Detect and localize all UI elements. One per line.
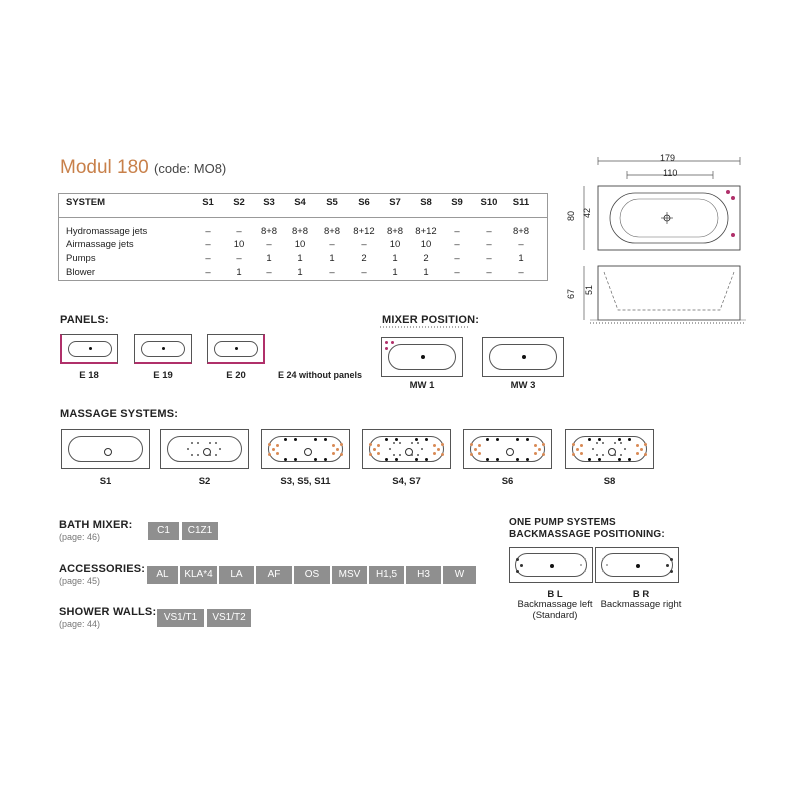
spec-cell: 2 xyxy=(423,253,429,264)
mixer-position-label: MW 3 xyxy=(510,380,536,391)
dim-width: 80 xyxy=(566,210,577,222)
product-code: (code: MO8) xyxy=(154,161,227,176)
back-jet xyxy=(516,558,519,561)
air-jet xyxy=(399,442,401,444)
spec-column-header: S1 xyxy=(202,197,214,208)
hydro-jet xyxy=(636,444,639,447)
spec-row-label: Pumps xyxy=(66,253,96,264)
side-jet xyxy=(486,438,489,441)
spec-row-label: Blower xyxy=(66,267,96,278)
massage-system-thumbnail xyxy=(362,429,451,469)
spec-cell: 10 xyxy=(420,239,432,250)
side-jet xyxy=(598,458,601,461)
tub-side-view-drawing xyxy=(570,258,750,328)
air-jet xyxy=(411,454,413,456)
accessories-page: (page: 45) xyxy=(59,576,101,586)
air-jet xyxy=(620,442,622,444)
back-jet xyxy=(670,558,673,561)
side-jet xyxy=(588,438,591,441)
air-jet xyxy=(602,454,604,456)
spec-cell: 1 xyxy=(329,253,335,264)
massage-system-thumbnail xyxy=(160,429,249,469)
side-jet xyxy=(294,438,297,441)
hydro-jet xyxy=(340,453,343,456)
back-jet xyxy=(666,564,669,567)
shower-walls-page: (page: 44) xyxy=(59,619,101,629)
spec-cell: 1 xyxy=(236,267,242,278)
air-jet xyxy=(219,448,221,450)
hydro-jet xyxy=(644,453,647,456)
mixer-position-rule xyxy=(380,326,470,330)
mixer-position-thumbnail xyxy=(482,337,564,377)
mixer-marker xyxy=(391,341,394,344)
side-jet xyxy=(324,458,327,461)
hydro-jet xyxy=(572,453,575,456)
backmassage-left-thumbnail xyxy=(509,547,593,583)
spec-cell: – xyxy=(266,267,272,278)
hydro-jet xyxy=(433,452,436,455)
product-title xyxy=(60,157,226,179)
hydro-jet xyxy=(433,444,436,447)
side-jet xyxy=(486,458,489,461)
hydro-jet xyxy=(478,452,481,455)
hydro-jet xyxy=(373,448,376,451)
spec-cell: 1 xyxy=(423,267,429,278)
hydro-jet xyxy=(470,453,473,456)
massage-systems-heading: MASSAGE SYSTEMS: xyxy=(60,408,179,420)
panels-heading: PANELS: xyxy=(60,314,109,326)
shower-walls-heading: SHOWER WALLS: xyxy=(59,606,157,618)
spec-cell: 8+12 xyxy=(353,226,375,237)
side-jet xyxy=(628,438,631,441)
drain-ring xyxy=(506,448,514,456)
hydro-jet xyxy=(268,443,271,446)
spec-cell: – xyxy=(454,239,460,250)
side-jet xyxy=(324,438,327,441)
drain-dot xyxy=(550,564,554,568)
side-jet xyxy=(284,458,287,461)
accessory-option[interactable]: LA xyxy=(219,566,254,584)
massage-system-thumbnail xyxy=(565,429,654,469)
hydro-jet xyxy=(332,452,335,455)
panel-label: E 19 xyxy=(153,370,173,381)
air-jet xyxy=(209,454,211,456)
foot-jet xyxy=(602,558,604,560)
drain-ring xyxy=(304,448,312,456)
backmassage-right-label: Backmassage right xyxy=(600,599,682,610)
accessory-option[interactable]: H3 xyxy=(406,566,441,584)
spec-cell: 10 xyxy=(389,239,401,250)
side-jet xyxy=(618,438,621,441)
hydro-jet xyxy=(336,448,339,451)
hydro-jet xyxy=(542,453,545,456)
hydro-jet xyxy=(644,443,647,446)
spec-cell: – xyxy=(329,239,335,250)
hydro-jet xyxy=(572,443,575,446)
backmassage-right-thumbnail xyxy=(595,547,679,583)
hydro-jet xyxy=(580,452,583,455)
one-pump-heading-2: BACKMASSAGE POSITIONING: xyxy=(509,529,665,540)
air-jet xyxy=(215,454,217,456)
hydro-jet xyxy=(276,444,279,447)
side-jet xyxy=(385,458,388,461)
spec-cell: – xyxy=(329,267,335,278)
spec-column-header: S10 xyxy=(480,197,498,208)
air-jet xyxy=(602,442,604,444)
spec-cell: 8+8 xyxy=(386,226,404,237)
back-jet xyxy=(670,570,673,573)
spec-cell: 8+8 xyxy=(323,226,341,237)
shower-wall-option[interactable]: VS1/T1 xyxy=(157,609,204,627)
back-jet xyxy=(516,570,519,573)
accessory-option[interactable]: W xyxy=(443,566,476,584)
hydro-jet xyxy=(268,453,271,456)
air-jet xyxy=(411,442,413,444)
side-jet xyxy=(415,438,418,441)
air-jet xyxy=(596,442,598,444)
foot-jet xyxy=(602,570,604,572)
hydro-jet xyxy=(576,448,579,451)
spec-column-header: S3 xyxy=(263,197,275,208)
air-jet xyxy=(592,448,594,450)
hydro-jet xyxy=(340,443,343,446)
foot-jet xyxy=(584,570,586,572)
hydro-jet xyxy=(640,448,643,451)
hydro-jet xyxy=(332,444,335,447)
accessory-option[interactable]: OS xyxy=(294,566,330,584)
backmassage-right-code: B R xyxy=(632,589,650,600)
spec-cell: – xyxy=(205,253,211,264)
drain-dot xyxy=(522,355,526,359)
side-jet xyxy=(516,458,519,461)
bath-mixer-option[interactable]: C1Z1 xyxy=(182,522,218,540)
foot-jet xyxy=(580,564,582,566)
air-jet xyxy=(614,442,616,444)
spec-cell: 10 xyxy=(294,239,306,250)
spec-cell: – xyxy=(454,253,460,264)
spec-table-header-rule xyxy=(58,217,548,218)
hydro-jet xyxy=(478,444,481,447)
spec-cell: – xyxy=(205,226,211,237)
drain-ring xyxy=(104,448,112,456)
bath-mixer-option[interactable]: C1 xyxy=(148,522,179,540)
side-jet xyxy=(314,438,317,441)
air-jet xyxy=(620,454,622,456)
backmassage-left-code: B L xyxy=(547,589,563,600)
side-jet xyxy=(618,458,621,461)
side-jet xyxy=(516,438,519,441)
panel-thumbnail xyxy=(60,334,118,364)
spec-cell: 1 xyxy=(392,267,398,278)
spec-cell: – xyxy=(486,239,492,250)
tub-top-view-drawing xyxy=(570,155,750,255)
spec-cell: – xyxy=(486,226,492,237)
spec-cell: 1 xyxy=(266,253,272,264)
spec-column-header: S2 xyxy=(233,197,245,208)
dim-inner-height: 51 xyxy=(584,284,595,296)
air-jet xyxy=(596,454,598,456)
panel-thumbnail xyxy=(134,334,192,364)
spec-cell: – xyxy=(454,226,460,237)
accessory-option[interactable]: KLA*4 xyxy=(180,566,217,584)
drain-dot xyxy=(421,355,425,359)
hydro-jet xyxy=(534,444,537,447)
air-jet xyxy=(389,448,391,450)
hydro-jet xyxy=(534,452,537,455)
air-jet xyxy=(209,442,211,444)
backmassage-left-label: Backmassage left xyxy=(517,599,593,610)
side-jet xyxy=(598,438,601,441)
massage-system-thumbnail xyxy=(61,429,150,469)
massage-system-label: S4, S7 xyxy=(392,476,421,487)
spec-column-header: S5 xyxy=(326,197,338,208)
massage-system-thumbnail xyxy=(463,429,552,469)
spec-row-label: Hydromassage jets xyxy=(66,226,148,237)
bath-mixer-heading: BATH MIXER: xyxy=(59,519,133,531)
drain-dot xyxy=(162,347,165,350)
panel-label: E 20 xyxy=(226,370,246,381)
back-jet xyxy=(520,564,523,567)
foot-jet xyxy=(606,564,608,566)
dim-inner-width: 42 xyxy=(582,207,593,219)
spec-column-header: S9 xyxy=(451,197,463,208)
spec-cell: – xyxy=(486,253,492,264)
hydro-jet xyxy=(377,452,380,455)
foot-jet xyxy=(584,558,586,560)
air-jet xyxy=(191,442,193,444)
air-jet xyxy=(215,442,217,444)
massage-system-thumbnail xyxy=(261,429,350,469)
side-jet xyxy=(496,438,499,441)
massage-system-label: S2 xyxy=(198,476,211,487)
dim-height: 67 xyxy=(566,288,577,300)
spec-cell: 1 xyxy=(518,253,524,264)
air-jet xyxy=(393,454,395,456)
massage-system-label: S1 xyxy=(99,476,112,487)
spec-cell: 8+8 xyxy=(291,226,309,237)
air-jet xyxy=(417,454,419,456)
spec-cell: 8+8 xyxy=(260,226,278,237)
spec-cell: – xyxy=(361,239,367,250)
drain-dot xyxy=(235,347,238,350)
accessory-option[interactable]: AL xyxy=(147,566,178,584)
spec-column-header: S11 xyxy=(512,197,530,208)
accessory-option[interactable]: AF xyxy=(256,566,292,584)
shower-wall-option[interactable]: VS1/T2 xyxy=(207,609,251,627)
air-jet xyxy=(187,448,189,450)
spec-row-label: Airmassage jets xyxy=(66,239,134,250)
hydro-jet xyxy=(441,453,444,456)
side-jet xyxy=(526,458,529,461)
air-jet xyxy=(421,448,423,450)
air-jet xyxy=(399,454,401,456)
hydro-jet xyxy=(369,443,372,446)
spec-column-header: S6 xyxy=(358,197,370,208)
hydro-jet xyxy=(369,453,372,456)
mixer-marker xyxy=(385,347,388,350)
hydro-jet xyxy=(272,448,275,451)
spec-cell: – xyxy=(518,267,524,278)
mixer-marker xyxy=(385,341,388,344)
product-name: Modul 180 xyxy=(60,157,149,178)
spec-cell: – xyxy=(205,239,211,250)
side-jet xyxy=(425,458,428,461)
spec-cell: – xyxy=(236,226,242,237)
one-pump-heading-1: ONE PUMP SYSTEMS xyxy=(509,517,616,528)
mixer-position-label: MW 1 xyxy=(409,380,435,391)
hydro-jet xyxy=(437,448,440,451)
massage-system-label: S3, S5, S11 xyxy=(280,476,331,487)
side-jet xyxy=(496,458,499,461)
side-jet xyxy=(294,458,297,461)
air-jet xyxy=(624,448,626,450)
spec-column-header: S7 xyxy=(389,197,401,208)
side-jet xyxy=(385,438,388,441)
hydro-jet xyxy=(538,448,541,451)
spec-cell: 10 xyxy=(233,239,245,250)
side-jet xyxy=(628,458,631,461)
air-jet xyxy=(197,454,199,456)
spec-cell: – xyxy=(486,267,492,278)
backmassage-left-note: (Standard) xyxy=(532,610,578,621)
hydro-jet xyxy=(470,443,473,446)
hydro-jet xyxy=(276,452,279,455)
drain-dot xyxy=(89,347,92,350)
massage-system-label: S8 xyxy=(603,476,616,487)
accessory-option[interactable]: H1,5 xyxy=(369,566,404,584)
spec-cell: – xyxy=(236,253,242,264)
accessories-heading: ACCESSORIES: xyxy=(59,563,146,575)
side-jet xyxy=(314,458,317,461)
side-jet xyxy=(588,458,591,461)
side-jet xyxy=(395,438,398,441)
dim-inner-length: 110 xyxy=(663,168,678,178)
spec-column-header: S4 xyxy=(294,197,306,208)
spec-cell: 2 xyxy=(361,253,367,264)
hydro-jet xyxy=(377,444,380,447)
hydro-jet xyxy=(542,443,545,446)
panel-note: E 24 without panels xyxy=(278,370,363,380)
spec-cell: 1 xyxy=(392,253,398,264)
panel-label: E 18 xyxy=(79,370,99,381)
spec-cell: – xyxy=(361,267,367,278)
side-jet xyxy=(415,458,418,461)
mixer-position-heading: MIXER POSITION: xyxy=(382,314,480,326)
side-jet xyxy=(284,438,287,441)
air-jet xyxy=(417,442,419,444)
spec-cell: 8+12 xyxy=(415,226,437,237)
side-jet xyxy=(425,438,428,441)
air-jet xyxy=(197,442,199,444)
spec-cell: – xyxy=(266,239,272,250)
spec-column-header: SYSTEM xyxy=(66,197,106,208)
mixer-position-thumbnail xyxy=(381,337,463,377)
side-jet xyxy=(395,458,398,461)
bath-mixer-page: (page: 46) xyxy=(59,532,101,542)
hydro-jet xyxy=(441,443,444,446)
dim-length: 179 xyxy=(660,153,676,163)
spec-cell: – xyxy=(205,267,211,278)
accessory-option[interactable]: MSV xyxy=(332,566,367,584)
drain-dot xyxy=(636,564,640,568)
massage-system-label: S6 xyxy=(501,476,514,487)
air-jet xyxy=(393,442,395,444)
spec-cell: 1 xyxy=(297,267,303,278)
hydro-jet xyxy=(636,452,639,455)
air-jet xyxy=(614,454,616,456)
hydro-jet xyxy=(474,448,477,451)
spec-cell: – xyxy=(454,267,460,278)
spec-cell: 1 xyxy=(297,253,303,264)
spec-cell: – xyxy=(518,239,524,250)
spec-cell: 8+8 xyxy=(512,226,530,237)
air-jet xyxy=(191,454,193,456)
spec-column-header: S8 xyxy=(420,197,432,208)
hydro-jet xyxy=(580,444,583,447)
panel-thumbnail xyxy=(207,334,265,364)
side-jet xyxy=(526,438,529,441)
